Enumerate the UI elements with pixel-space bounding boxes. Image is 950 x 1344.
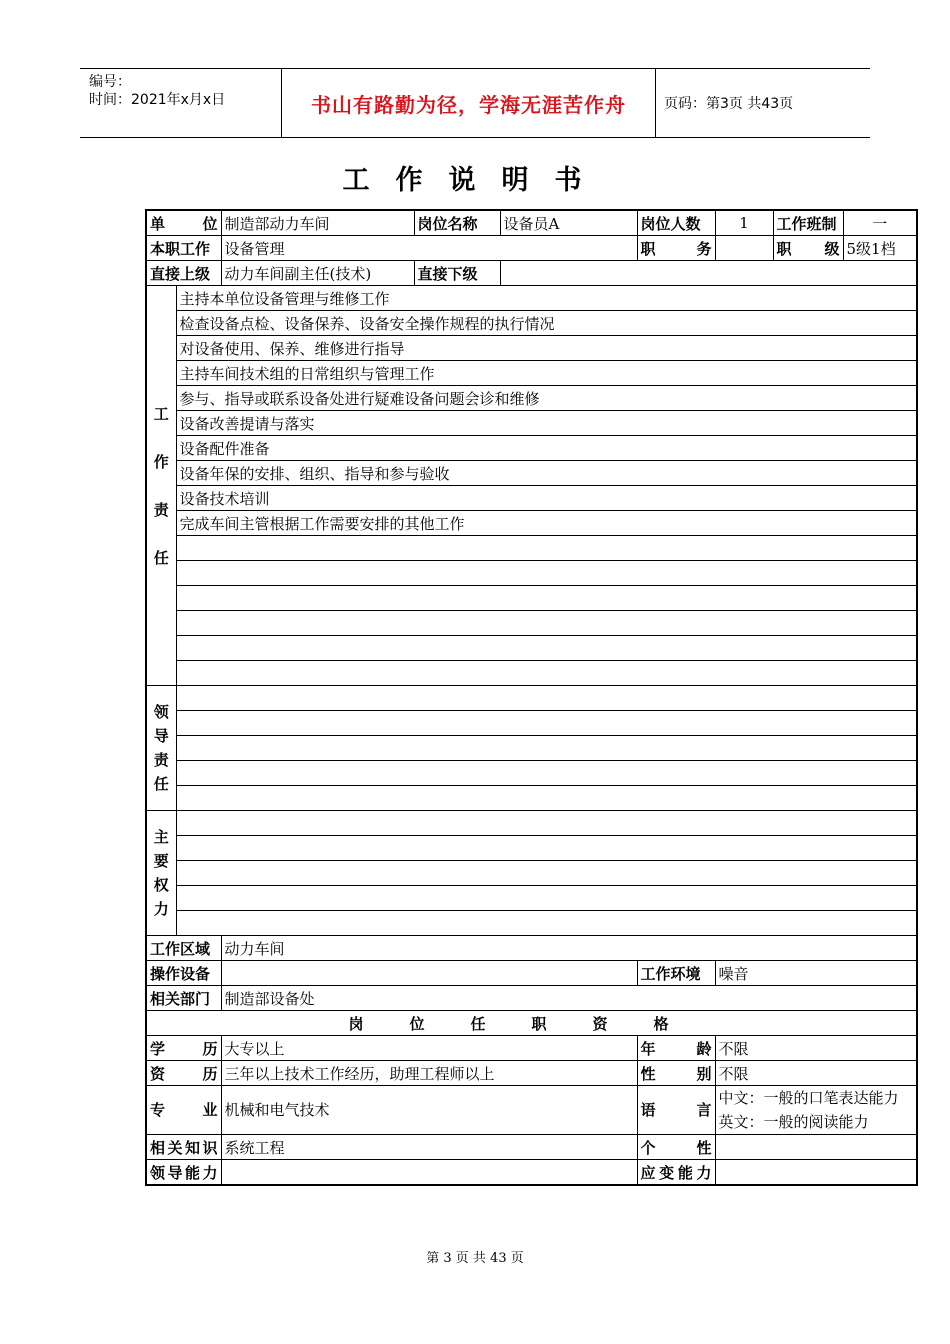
equipment-label: 操作设备	[146, 961, 221, 986]
personality-label: 个 性	[637, 1135, 715, 1160]
power-item	[176, 886, 917, 911]
language-en-line: 英文：一般的阅读能力	[718, 1113, 869, 1131]
language-cn-line: 中文：一般的口笔表达能力	[718, 1089, 899, 1107]
duty-item	[176, 636, 917, 661]
job-description-table	[145, 209, 918, 1186]
power-item	[176, 861, 917, 886]
major-label: 专 业	[146, 1086, 221, 1135]
gender-value: 不限	[715, 1061, 917, 1086]
power-item	[176, 836, 917, 861]
leadership-item	[176, 786, 917, 811]
superior-value: 动力车间副主任(技术)	[221, 261, 414, 286]
post-name-value: 设备员A	[500, 210, 637, 236]
duty-item: 设备改善提请与落实	[176, 411, 917, 436]
position-label: 职 务	[637, 236, 715, 261]
duty-item	[176, 586, 917, 611]
position-value	[715, 236, 773, 261]
leadership-ability-value	[221, 1160, 637, 1186]
grade-value: 5级1档	[843, 236, 917, 261]
page-footer: 第 3 页 共 43 页	[426, 1251, 524, 1266]
duty-item: 对设备使用、保养、维修进行指导	[176, 336, 917, 361]
duty-label-text: 工作责任	[153, 404, 169, 567]
adaptability-label: 应变能力	[637, 1160, 715, 1186]
power-label-text: 主要权力	[153, 828, 169, 918]
headcount-label: 岗位人数	[637, 210, 715, 236]
leadership-label-text: 领导责任	[153, 703, 169, 793]
language-label: 语 言	[637, 1086, 715, 1135]
document-header	[80, 68, 870, 138]
leadership-item	[176, 686, 917, 711]
header-meta	[80, 69, 282, 137]
education-label: 学 历	[146, 1036, 221, 1061]
document-title: 工作说明书	[342, 165, 608, 196]
knowledge-label: 相关知识	[146, 1135, 221, 1160]
adaptability-value	[715, 1160, 917, 1186]
duty-item	[176, 611, 917, 636]
language-value	[715, 1086, 917, 1135]
duty-item: 检查设备点检、设备保养、设备安全操作规程的执行情况	[176, 311, 917, 336]
subordinate-value	[500, 261, 917, 286]
qualifications-heading: 岗位任职资格	[146, 1011, 917, 1036]
major-value: 机械和电气技术	[221, 1086, 637, 1135]
duty-item: 主持本单位设备管理与维修工作	[176, 286, 917, 311]
shift-value: 一	[843, 210, 917, 236]
work-area-value: 动力车间	[221, 936, 917, 961]
number-label: 编号：	[89, 74, 131, 90]
leadership-ability-label: 领导能力	[146, 1160, 221, 1186]
related-dept-label: 相关部门	[146, 986, 221, 1011]
power-item	[176, 911, 917, 936]
duty-item: 设备技术培训	[176, 486, 917, 511]
power-section-label	[146, 811, 176, 936]
duty-section-label	[146, 286, 176, 686]
post-name-label: 岗位名称	[414, 210, 500, 236]
leadership-item	[176, 761, 917, 786]
education-value: 大专以上	[221, 1036, 637, 1061]
duty-item	[176, 561, 917, 586]
leadership-section-label	[146, 686, 176, 811]
shift-label: 工作班制	[773, 210, 843, 236]
gender-label: 性 别	[637, 1061, 715, 1086]
header-page-label: 页码：第3页 共43页	[664, 96, 794, 112]
time-label: 时间：2021年x月x日	[89, 92, 226, 108]
power-item	[176, 811, 917, 836]
superior-label: 直接上级	[146, 261, 221, 286]
duty-item: 主持车间技术组的日常组织与管理工作	[176, 361, 917, 386]
unit-label: 单 位	[146, 210, 221, 236]
main-work-value: 设备管理	[221, 236, 637, 261]
duty-item: 完成车间主管根据工作需要安排的其他工作	[176, 511, 917, 536]
personality-value	[715, 1135, 917, 1160]
experience-label: 资 历	[146, 1061, 221, 1086]
leadership-item	[176, 736, 917, 761]
duty-item	[176, 661, 917, 686]
knowledge-value: 系统工程	[221, 1135, 637, 1160]
subordinate-label: 直接下级	[414, 261, 500, 286]
main-work-label: 本职工作	[146, 236, 221, 261]
leadership-item	[176, 711, 917, 736]
age-label: 年 龄	[637, 1036, 715, 1061]
age-value: 不限	[715, 1036, 917, 1061]
related-dept-value: 制造部设备处	[221, 986, 917, 1011]
headcount-value: 1	[715, 210, 773, 236]
environment-label: 工作环境	[637, 961, 715, 986]
grade-label: 职 级	[773, 236, 843, 261]
duty-item: 设备年保的安排、组织、指导和参与验收	[176, 461, 917, 486]
header-motto: 书山有路勤为径，学海无涯苦作舟	[282, 69, 656, 137]
equipment-value	[221, 961, 637, 986]
duty-item: 参与、指导或联系设备处进行疑难设备问题会诊和维修	[176, 386, 917, 411]
experience-value: 三年以上技术工作经历，助理工程师以上	[221, 1061, 637, 1086]
work-area-label: 工作区域	[146, 936, 221, 961]
environment-value: 噪音	[715, 961, 917, 986]
duty-item: 设备配件准备	[176, 436, 917, 461]
unit-value: 制造部动力车间	[221, 210, 414, 236]
duty-item	[176, 536, 917, 561]
